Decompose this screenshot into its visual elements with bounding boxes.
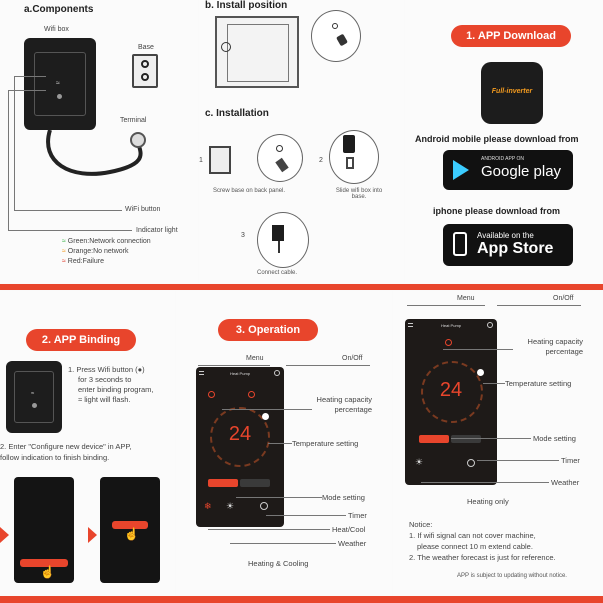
wifi-indicator-icon: ≈ [56, 80, 60, 87]
machine-drawing [215, 16, 299, 88]
wifi-green-icon: ≈ [62, 238, 66, 245]
ho-mode-setting-label: Mode setting [533, 434, 576, 443]
step3-zoom-image [257, 212, 309, 268]
op-onoff-label: On/Off [342, 355, 363, 362]
step2-number: 2 [319, 157, 323, 164]
components-title: a.Components [24, 4, 94, 15]
bottom-divider [0, 596, 603, 603]
ho-heat-icon [445, 339, 452, 346]
op-heating-capacity-label: Heating capacity percentage [316, 395, 372, 414]
op-temp-knob[interactable] [262, 413, 269, 420]
wifi-red-icon: ≈ [62, 258, 66, 265]
op-temp-value: 24 [228, 423, 252, 445]
ho-heating-capacity-label: Heating capacity percentage [527, 337, 583, 356]
terminal-cable [30, 122, 160, 186]
op-mode-button-2[interactable] [240, 479, 270, 487]
op-cool-icon [248, 391, 255, 398]
ho-mode-button-2[interactable] [451, 435, 481, 443]
step2-zoom-image [329, 130, 379, 184]
op-heatcool-label: Heat/Cool [332, 525, 366, 534]
full-inverter-app-icon: Full-inverter [481, 62, 543, 124]
wifi-button-label: WiFi button [125, 206, 161, 213]
install-position-title: b. Install position [205, 0, 288, 11]
step1-base-image [209, 146, 231, 174]
terminal-label: Terminal [120, 117, 147, 124]
base-label: Base [138, 44, 154, 51]
google-play-button[interactable]: ANDROID APP ON Google play [443, 150, 573, 190]
ho-temp-value: 24 [439, 379, 463, 401]
op-heatcool-icon[interactable]: ❄ [204, 501, 212, 511]
op-weather-icon[interactable]: ☀ [226, 501, 235, 511]
operation-panel [176, 291, 392, 596]
operation-title: 3. Operation [218, 319, 318, 341]
ho-menu-icon[interactable] [408, 323, 413, 327]
iphone-download-text: iphone please download from [433, 206, 561, 216]
arrow-icon-1 [0, 527, 9, 543]
step2-text: Slide wifi box into base. [335, 188, 383, 200]
arrow-icon-2 [88, 527, 97, 543]
step3-text: Connect cable. [257, 270, 298, 276]
app-download-title: 1. APP Download [451, 25, 571, 47]
installation-title: c. Installation [205, 108, 269, 119]
notice-footer: APP is subject to updating without notice. [457, 573, 567, 579]
op-power-icon[interactable] [274, 370, 280, 376]
step1-number: 1 [199, 157, 203, 164]
android-download-text: Android mobile please download from [415, 134, 579, 144]
heating-only-panel [393, 291, 603, 596]
binding-panel [0, 291, 175, 596]
iphone-icon [453, 232, 467, 256]
ho-temp-knob[interactable] [477, 369, 484, 376]
legend-red: ≈ Red:Failure [62, 258, 104, 265]
hand-pointer-icon: ☝ [40, 565, 55, 579]
app-store-button[interactable]: Available on the App Store [443, 224, 573, 266]
horizontal-divider [0, 284, 603, 290]
ho-timer-icon[interactable] [467, 459, 475, 467]
ho-menu-label: Menu [457, 295, 475, 302]
binding-phone-2 [100, 477, 160, 583]
base-part [132, 54, 158, 88]
ho-weather-label: Weather [551, 478, 580, 487]
op-mode-button[interactable] [208, 479, 238, 487]
binding-wifi-box: ≈ [6, 361, 62, 433]
google-play-icon [453, 160, 469, 180]
binding-phone-1 [14, 477, 74, 583]
wifi-box-label: Wifi box [44, 26, 69, 33]
download-panel [405, 0, 603, 283]
install-panel [199, 0, 404, 283]
wifi-button-icon [57, 94, 62, 99]
op-timer-icon[interactable] [260, 502, 268, 510]
indicator-legend [62, 238, 151, 268]
ho-timer-label: Timer [561, 456, 580, 465]
op-menu-label: Menu [246, 355, 264, 362]
ho-mode-button[interactable] [419, 435, 449, 443]
ho-weather-icon[interactable]: ☀ [415, 457, 424, 467]
op-temp-setting-label: Temperature setting [292, 439, 359, 448]
ho-power-icon[interactable] [487, 322, 493, 328]
ho-onoff-label: On/Off [553, 295, 574, 302]
ho-temp-setting-label: Temperature setting [505, 379, 572, 388]
install-zoom-detail [311, 10, 361, 62]
notice-block: Notice: 1. If wifi signal can not cover machine, please connect 10 m extend cable. 2. The weather forecast is just for reference. [409, 520, 556, 562]
wifi-orange-icon: ≈ [62, 248, 66, 255]
op-menu-icon[interactable] [199, 371, 204, 375]
legend-orange: ≈ Orange:No network [62, 248, 129, 255]
step1-text: Screw base on back panel. [213, 188, 286, 194]
notice-title: Notice: [409, 520, 433, 529]
op-weather-label: Weather [338, 539, 367, 548]
flash-light-icon: ≈ [78, 395, 83, 404]
ho-phone-screen: Heat Pump 24 ☀ [405, 319, 497, 485]
op-timer-label: Timer [348, 511, 367, 520]
legend-green: ≈ Green:Network connection [62, 238, 151, 245]
binding-step2: 2. Enter "Configure new device" in APP, follow indication to finish binding. [0, 442, 132, 462]
components-panel [0, 0, 198, 283]
app-binding-title: 2. APP Binding [26, 329, 136, 351]
ho-caption: Heating only [467, 497, 509, 506]
step3-number: 3 [241, 232, 245, 239]
op-mode-setting-label: Mode setting [322, 493, 365, 502]
indicator-light-label: Indicator light [136, 227, 178, 234]
op-heat-icon [208, 391, 215, 398]
op-phone-screen: Heat Pump 24 ❄ ☀ [196, 367, 284, 527]
op-caption: Heating & Cooling [248, 559, 309, 568]
binding-step1: 1. Press Wifi button (●) for 3 seconds to enter binding program, ≈ light will flash. [68, 365, 154, 404]
wifi-box-device [24, 38, 96, 130]
hand-pointer-icon: ☝ [124, 527, 139, 541]
step1-zoom-image [257, 134, 303, 182]
